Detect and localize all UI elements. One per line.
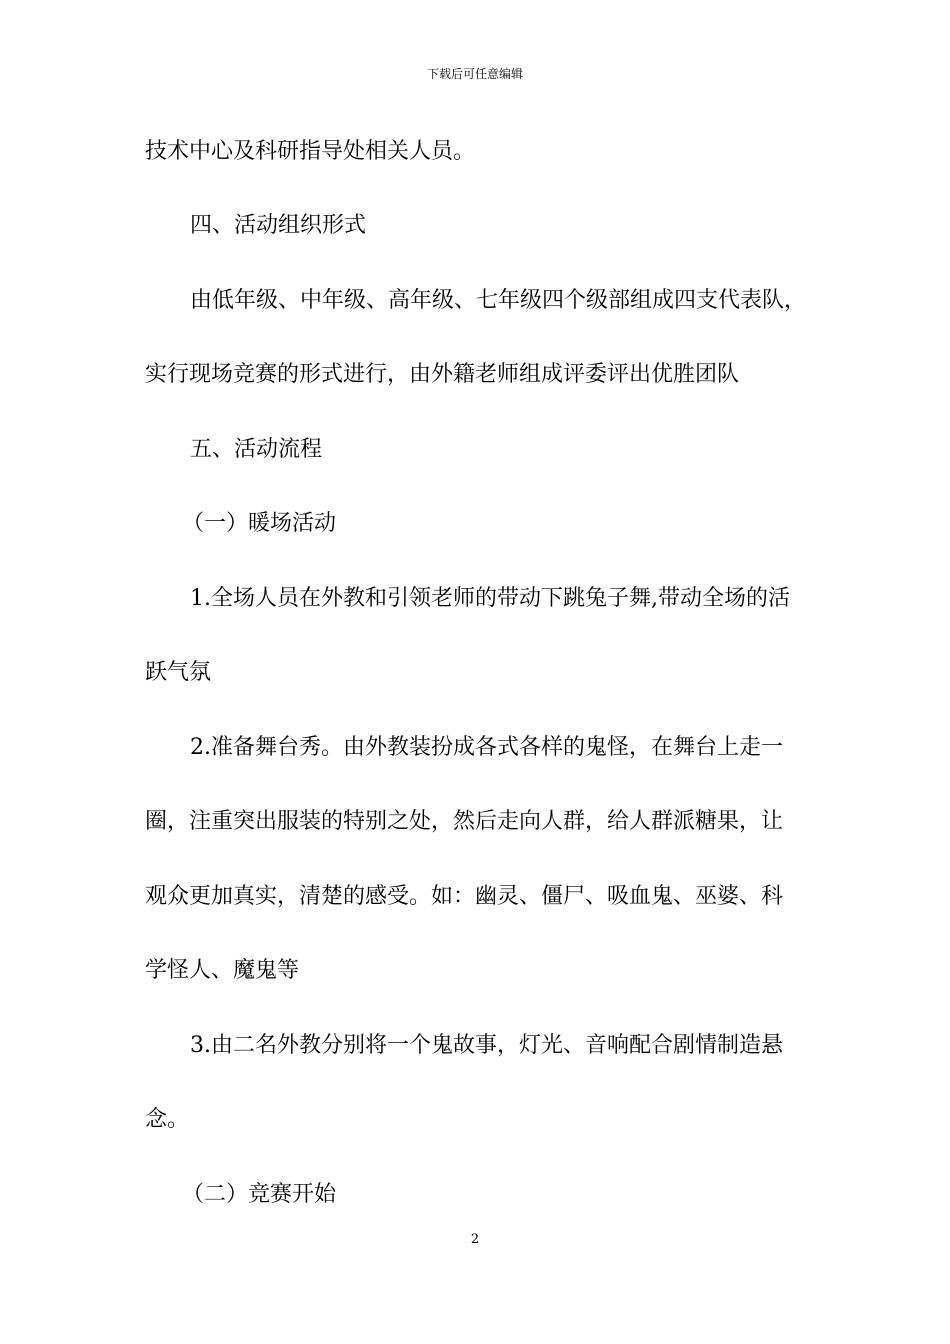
paragraph-line: 2.准备舞台秀。由外教装扮成各式各样的鬼怪，在舞台上走一 xyxy=(190,735,783,760)
subsection-heading: （一）暖场活动 xyxy=(182,511,337,536)
paragraph-line: 1.全场人员在外教和引领老师的带动下跳兔子舞,带动全场的活 xyxy=(190,586,790,611)
paragraph-line: 念。 xyxy=(145,1107,190,1132)
section-heading: 四、活动组织形式 xyxy=(190,213,367,238)
paragraph-line: 技术中心及科研指导处相关人员。 xyxy=(145,139,476,164)
page-number: 2 xyxy=(470,1232,480,1247)
paragraph-line: 观众更加真实，清楚的感受。如：幽灵、僵尸、吸血鬼、巫婆、科 xyxy=(145,884,784,909)
paragraph-line: 圈，注重突出服装的特别之处，然后走向人群，给人群派糖果，让 xyxy=(145,809,784,834)
page-header: 下载后可任意编辑 xyxy=(426,67,523,81)
subsection-heading: （二）竞赛开始 xyxy=(182,1182,337,1207)
paragraph-line: 由低年级、中年级、高年级、七年级四个级部组成四支代表队， xyxy=(190,288,807,313)
paragraph-line: 实行现场竞赛的形式进行，由外籍老师组成评委评出优胜团队 xyxy=(145,362,740,387)
section-heading: 五、活动流程 xyxy=(190,437,323,462)
paragraph-line: 学怪人、魔鬼等 xyxy=(145,958,300,983)
paragraph-line: 跃气氛 xyxy=(145,660,212,685)
paragraph-line: 3.由二名外教分别将一个鬼故事，灯光、音响配合剧情制造悬 xyxy=(190,1033,783,1058)
